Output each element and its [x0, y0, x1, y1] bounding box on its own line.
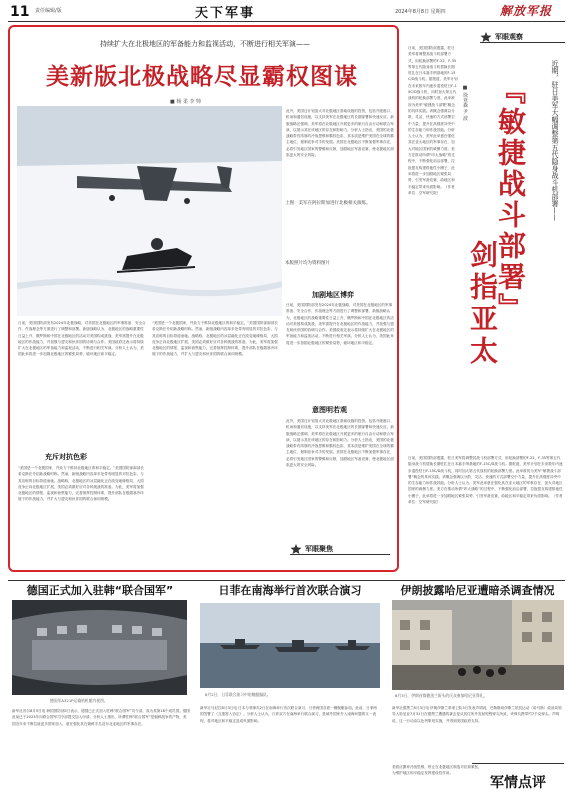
section-title: 天下军事	[195, 6, 256, 21]
street-illustration	[392, 600, 564, 690]
arctic-scene-illustration	[17, 106, 282, 316]
sidebar-tag: 军眼观察	[480, 30, 565, 43]
subhead-3: 意图明若观	[312, 406, 347, 414]
photo-caption-top: 上图：美军在阿拉斯加进行北极相关演练。	[285, 201, 371, 206]
photo-caption-bottom: 本版照片均为资料图片	[285, 261, 330, 266]
bottom-headline-1: 德国正式加入驻韩“联合国军”	[26, 584, 174, 597]
sidebar-headline-part1: 『敏捷战斗部署』	[494, 76, 527, 324]
footer-logo: 军情点评	[490, 775, 546, 791]
sidebar-headline-part2: 剑指亚太	[466, 240, 499, 368]
main-text-col2: “美国是一个北极国家，并致力于维持北极地区的和平稳定。”美国国防部副部长希克斯在介绍新战略时称。然而，新版战略内容却多处带有明显的对抗色彩，与其宣称的目标背道而驰。战略称，北极地区的冰层融化正在改变地缘格局，大国竞争正向北极地区扩展，美国必须做好应对各种挑战的准备。为此，美军将加强北极地区的情报、监视和侦察能力，完善指挥控制体系，提升部队在极端寒冷环境下的作战能力，并扩大与盟友和伙伴国的联合演训规模。	[152, 321, 278, 357]
bottom-text-1: 新华社首尔8月5日电 韩国国防部5日表示，德国已正式加入驻韩“联合国军”司令部，成为其第18个成员国。德国此前已于2023年向联合国军司令部提交加入申请。分析人士指出，所谓驻韩“联合国军”是朝鲜战争的产物，美国近年来不断拉拢更多国家加入，意在强化其在朝鲜半岛及东北亚地区的军事存在。	[12, 709, 190, 726]
sidebar-text-col1: 日前，美国国防部透露，驻日美军将调整其战斗机部署方式，用轮换部署的F-22、F-35等第五代隐身战斗机替换长期驻扎在日本嘉手纳基地的F-15C/D战斗机。据报道，美军计划在未来数年内逐步退役驻日F-15C/D战斗机，同时加大第五代战机的轮换部署力度。此举被视为美军“敏捷战斗部署”概念的具体实践。该概念强调以分散、灵活、快速的方式部署空中力量，提升在高强度冲突中的生存能力和作战效能。分析人士认为，美军此举意在强化其在亚太地区的军事存在，加大对地区国家的威慑力度。美方在推动所谓“印太战略”的过程中，不断强化前沿部署，拉拢盟友构建排他性小圈子，此举将进一步加剧地区紧张局势，引发军备竞赛，给地区和平稳定带来负面影响。（作者单位：空军研究院）	[408, 46, 458, 195]
subhead-1: 充斥对抗色彩	[45, 453, 87, 461]
star-icon	[290, 544, 302, 554]
newspaper-logo: 解放军报	[500, 4, 553, 18]
editors: 责任编辑/版	[35, 8, 62, 14]
main-text-col3-mid: 日前，美国国防部发布2024年北极战略，对美国在北极地区的军事准备、安全合作、作战理念等方面进行了调整和部署。新版战略认为，北极地区的战略重要性日益上升，俄罗斯和中国在北极地区的活动对美国构成挑战，美军需提升在北极地区的作战能力，并加强与盟友和伙伴国的协调与合作。美国政府还表示将持续扩大在北极地区的军备能力和监视活动，不断进行相关军演。分析人士认为，美国此举将进一步加剧北极地区的紧张局势，破坏地区和平稳定。	[286, 303, 394, 345]
sidebar-byline: ■ 徐亚森 尹 波	[462, 85, 468, 121]
main-text-col1b: “美国是一个北极国家，并致力于维持北极地区的和平稳定。”美国国防部副部长希克斯在介绍新战略时称。然而，新版战略内容却多处带有明显的对抗色彩，与其宣称的目标背道而驰。战略称，北极地区的冰层融化正在改变地缘格局，大国竞争正向北极地区扩展，美国必须做好应对各种挑战的准备。为此，美军将加强北极地区的情报、监视和侦察能力，完善指挥控制体系，提升部队在极端寒冷环境下的作战能力，并扩大与盟友和伙伴国的联合演训规模。	[18, 466, 144, 502]
main-byline: ■ 杨 柔 李 帅	[170, 99, 202, 105]
bottom-row-rule	[8, 580, 565, 581]
aircraft-cabin-photo	[12, 600, 187, 695]
main-text-col3-top: 此外，美国还计划加大对北极地区基础设施的投资，包括升级港口、机场和通信设施，以支持美军在北极地区的长期部署和快速反应。新版战略还强调，美军将在北极地区开展更多的航行自由行动和联合军演，以展示其在该地区的存在和影响力。分析人士指出，美国的北极战略带有浓厚的冷战思维和霸权色彩，其本质是维护美国在全球的霸主地位，遏制竞争对手的发展。美国在北极地区不断加强军事存在，必将引发地区国家的警惕和反制，加剧地区军备竞赛，使北极地区面临更大的安全风险。	[286, 109, 394, 158]
sea-illustration	[200, 603, 380, 688]
main-text-col1: 日前，美国国防部发布2024年北极战略，对美国在北极地区的军事准备、安全合作、作战理念等方面进行了调整和部署。新版战略认为，北极地区的战略重要性日益上升，俄罗斯和中国在北极地区的活动对美国构成挑战，美军需提升在北极地区的作战能力，并加强与盟友和伙伴国的协调与合作。美国政府还表示将持续扩大在北极地区的军备能力和监视活动，不断进行相关军演。分析人士认为，美国此举将进一步加剧北极地区的紧张局势，破坏地区和平稳定。	[18, 321, 146, 357]
bottom-caption-2: 8月2日，日菲联合演习中的舰艇编队。	[205, 692, 271, 697]
page-number: 11	[10, 4, 30, 20]
star-icon	[480, 32, 492, 42]
footer-rule	[472, 763, 564, 764]
arctic-exercise-photo	[17, 106, 282, 316]
tehran-street-photo	[392, 600, 564, 690]
main-kicker: 持续扩大在北极地区的军备能力和监视活动，不断进行相关军演——	[100, 40, 310, 48]
footer-note: 美欧应摒弃冷战思维，停止在北极地区制造对抗和紧张，为维护地区和平稳定发挥建设性作用。	[392, 765, 482, 776]
main-text-col3-bot: 此外，美国还计划加大对北极地区基础设施的投资，包括升级港口、机场和通信设施，以支持美军在北极地区的长期部署和快速反应。新版战略还强调，美军将在北极地区开展更多的航行自由行动和联合军演，以展示其在该地区的存在和影响力。分析人士指出，美国的北极战略带有浓厚的冷战思维和霸权色彩，其本质是维护美国在全球的霸主地位，遏制竞争对手的发展。美国在北极地区不断加强军事存在，必将引发地区国家的警惕和反制，加剧地区军备竞赛，使北极地区面临更大的安全风险。	[286, 419, 394, 468]
subhead-2: 加剧地区博弈	[312, 291, 354, 299]
masthead	[0, 0, 573, 22]
masthead-rule	[8, 21, 565, 22]
main-headline: 美新版北极战略尽显霸权图谋	[46, 64, 358, 90]
issue-date: 2024年8月8日 星期四	[395, 9, 446, 15]
bottom-headline-2: 日菲在南海举行首次联合演习	[218, 584, 362, 597]
cabin-illustration	[12, 600, 187, 695]
naval-exercise-photo	[200, 603, 380, 688]
sidebar-text-col2: 日前，美国国防部透露，驻日美军将调整其战斗机部署方式，用轮换部署的F-22、F-35等第五代隐身战斗机替换长期驻扎在日本嘉手纳基地的F-15C/D战斗机。据报道，美军计划在未来数年内逐步退役驻日F-15C/D战斗机，同时加大第五代战机的轮换部署力度。此举被视为美军“敏捷战斗部署”概念的具体实践。该概念强调以分散、灵活、快速的方式部署空中力量，提升在高强度冲突中的生存能力和作战效能。分析人士认为，美军此举意在强化其在亚太地区的军事存在，加大对地区国家的威慑力度。美方在推动所谓“印太战略”的过程中，不断强化前沿部署，拉拢盟友构建排他性小圈子，此举将进一步加剧地区紧张局势，引发军备竞赛，给地区和平稳定带来负面影响。（作者单位：空军研究院）	[408, 456, 563, 505]
bottom-caption-1: 德国军A321P运输机机舱内视图。	[50, 698, 108, 703]
sidebar-kicker: 近期，驻日美军大幅调整第五代隐身战斗机部署——	[551, 60, 559, 221]
main-bottom-tag: 军眼聚焦	[290, 542, 390, 555]
bottom-text-3: 新华社德黑兰8月3日电 伊朗伊斯兰革命卫队3日发表声明说，巴勒斯坦伊斯兰抵抗运动（哈马斯）政治局领导人哈尼亚7月31日在德黑兰遭遇的袭击是从其住所外发射短程弹丸所致，该弹丸携带约7千克弹头。声明说，这一行动由以色列策划实施，并得到美国政府支持。	[392, 706, 562, 723]
bottom-caption-3: 8月3日，伊朗首都德黑兰街头的民众参加哈尼亚葬礼。	[395, 693, 488, 698]
bottom-headline-3: 伊朗披露哈尼亚遭暗杀调查情况	[400, 584, 555, 597]
bottom-text-2: 新华社马尼拉8月3日电 日本与菲律宾2日在南海举行首次联合演习，日菲两国各派一艘舰艇参加。此前，日菲两国签署了《互惠准入协定》。分析人士认为，日菲双方在南海举行联合演习，是域外国家介入南海问题的又一表现，将对地区和平稳定造成负面影响。	[200, 706, 377, 723]
